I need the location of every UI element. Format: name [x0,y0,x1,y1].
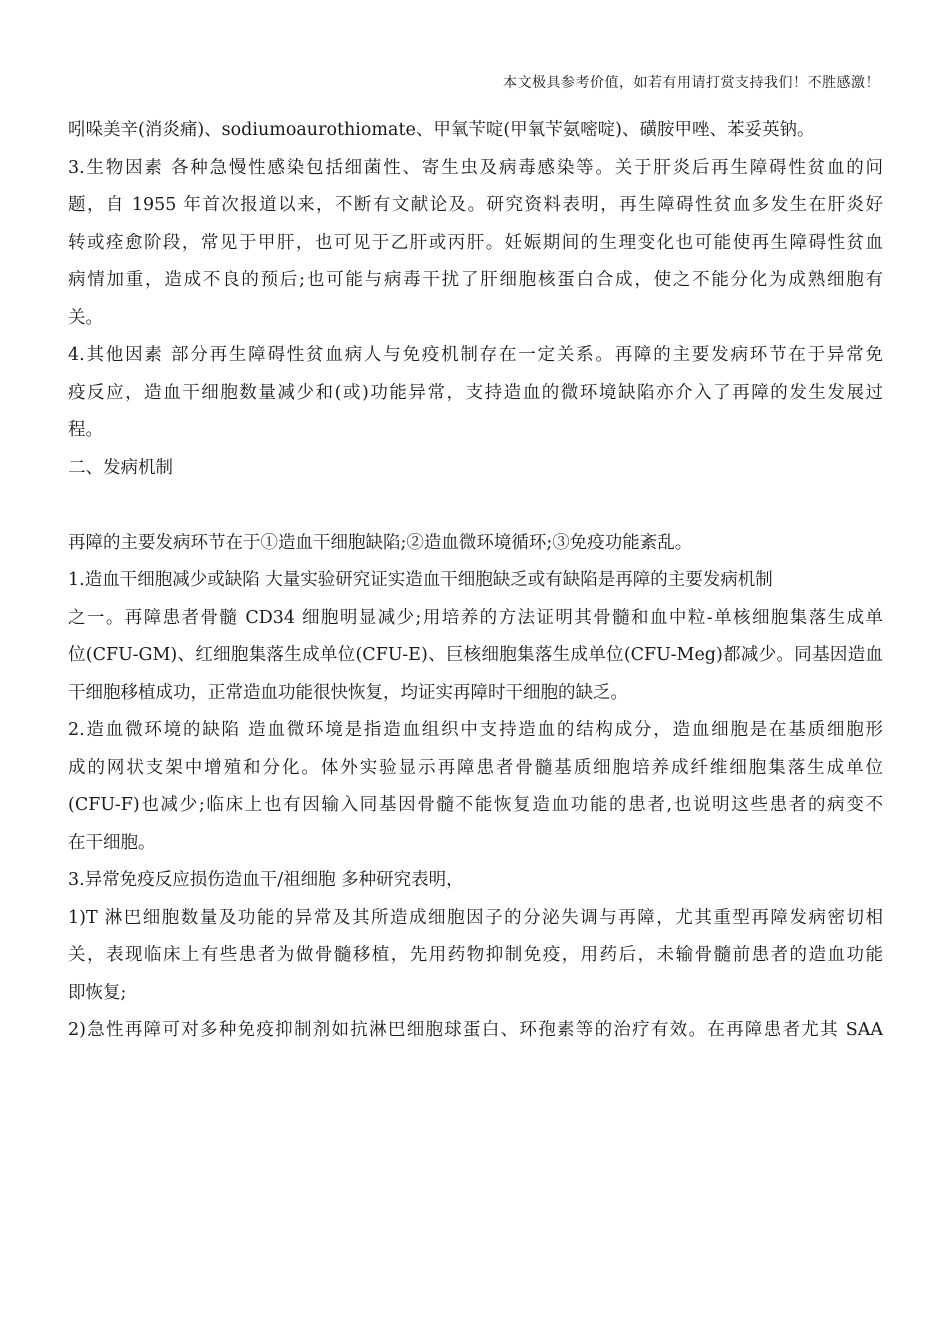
header-note: 本文极具参考价值，如若有用请打赏支持我们！不胜感激！ [503,75,880,91]
text-line: 转或痊愈阶段，常见于甲肝，也可见于乙肝或丙肝。妊娠期间的生理变化也可能使再生障碍性贫血 [68,232,883,253]
text-line: (CFU-F)也减少;临床上也有因输入同基因骨髓不能恢复造血功能的患者,也说明这些患者的病变不 [68,795,883,815]
text-line: 程。 [68,420,103,440]
text-line: 再障的主要发病环节在于①造血干细胞缺陷;②造血微环境循环;③免疫功能紊乱。 [68,532,693,553]
text-line: 2.造血微环境的缺陷 造血微环境是指造血组织中支持造血的结构成分，造血细胞是在基质细胞形 [68,720,883,740]
text-line: 干细胞移植成功，正常造血功能很快恢复，均证实再障时干细胞的缺乏。 [68,682,628,703]
text-line: 3.生物因素 各种急慢性感染包括细菌性、寄生虫及病毒感染等。关于肝炎后再生障碍性贫血的问 [68,157,883,178]
text-line: 吲哚美辛(消炎痛)、sodiumoaurothiomate、甲氧苄啶(甲氧苄氨嘧啶)、磺胺甲唑、苯妥英钠。 [68,120,815,140]
text-line: 即恢复; [68,982,127,1003]
text-line: 成的网状支架中增殖和分化。体外实验显示再障患者骨髓基质细胞培养成纤维细胞集落生成单位 [68,757,883,778]
document-body [68,112,883,1050]
text-line: 在干细胞。 [68,832,156,853]
text-line: 4.其他因素 部分再生障碍性贫血病人与免疫机制存在一定关系。再障的主要发病环节在于异常免 [68,345,883,365]
text-line: 疫反应，造血干细胞数量减少和(或)功能异常，支持造血的微环境缺陷亦介入了再障的发生发展过 [68,382,883,403]
text-line: 关。 [68,307,103,328]
text-line: 关，表现临床上有些患者为做骨髓移植，先用药物抑制免疫，用药后，未输骨髓前患者的造血功能 [68,945,883,965]
text-line: 3.异常免疫反应损伤造血干/祖细胞 多种研究表明， [68,870,464,890]
text-line: 1)T 淋巴细胞数量及功能的异常及其所造成细胞因子的分泌失调与再障，尤其重型再障发病密切相 [68,907,883,928]
section-heading: 二、发病机制 [68,457,173,478]
text-line: 之一。再障患者骨髓 CD34 细胞明显减少;用培养的方法证明其骨髓和血中粒-单核细胞集落生成单 [68,607,883,628]
blank-line [68,487,883,525]
text-line: 2)急性再障可对多种免疫抑制剂如抗淋巴细胞球蛋白、环孢素等的治疗有效。在再障患者尤其 SAA [68,1020,883,1040]
text-line: 病情加重，造成不良的预后;也可能与病毒干扰了肝细胞核蛋白合成，使之不能分化为成熟细胞有 [68,270,883,290]
text-line: 题，自 1955 年首次报道以来，不断有文献论及。研究资料表明，再生障碍性贫血多发生在肝炎好 [68,195,883,215]
text-line: 1.造血干细胞减少或缺陷 大量实验研究证实造血干细胞缺乏或有缺陷是再障的主要发病机制 [68,570,773,590]
text-line: 位(CFU-GM)、红细胞集落生成单位(CFU-E)、巨核细胞集落生成单位(CFU-Meg)都减少。同基因造血 [68,645,883,665]
